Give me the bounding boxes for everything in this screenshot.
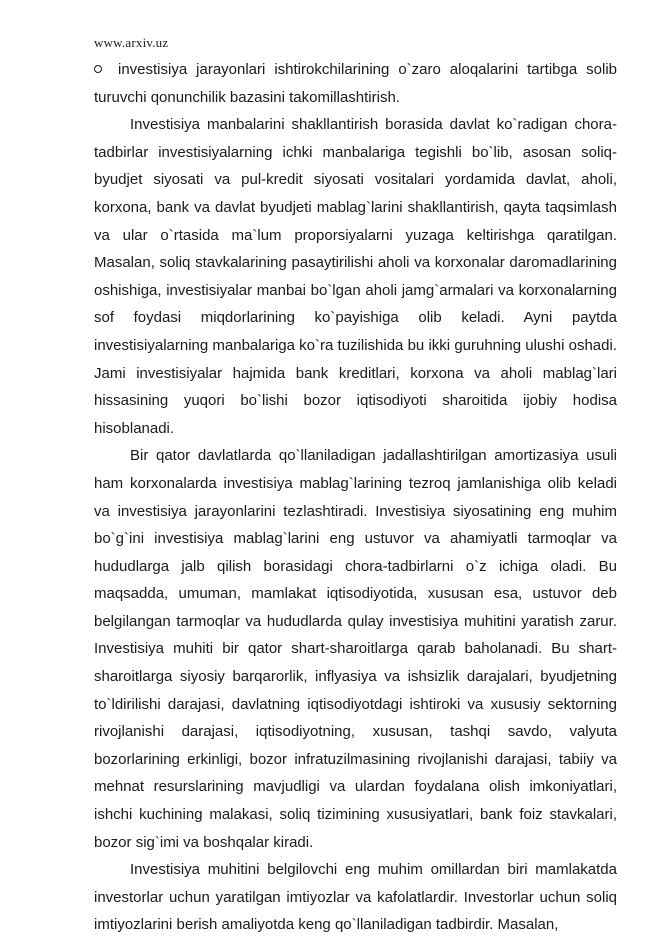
- paragraph-investor-incentives: Investisiya muhitini belgilovchi eng muhim omillardan biri mamlakatda investorlar uchun yaratilgan imtiyozlar va kafolatlardir. Investorlar uchun soliq imtiyozlarini berish amaliyotda keng qo`llaniladigan tadbirdir. Masalan,: [94, 861, 617, 934]
- site-url-header: www.arxiv.uz: [94, 35, 169, 50]
- circle-bullet-icon: [94, 65, 102, 73]
- paragraph-investment-sources: Investisiya manbalarini shakllantirish borasida davlat ko`radigan chora-tadbirlar investisiyalarning ichki manbalariga tegishli bo`lib, asosan soliq-byudjet siyosati va pul-kredit siyosati vositalari yordamida davlat, aholi, korxona, bank va davlat byudjeti mablag`larini shakllantirish, qayta taqsimlash va ular o`rtasida ma`lum proporsiyalarni yuzaga keltirishga qaratilgan. Masalan, soliq stavkalarining pasaytirilishi aholi va korxonalar daromadlarining oshishiga, investisiyalar manbai bo`lgan aholi jamg`armalari va korxonalarning sof foydasi miqdorlarining ko`payishiga olib keladi. Ayni paytda investisiyalarning manbalariga ko`ra tuzilishida bu ikki guruhning ulushi oshadi. Jami investisiyalar hajmida bank kreditlari, korxona va aholi mablag`lari hissasining yuqori bo`lishi bozor iqtisodiyoti sharoitida ijobiy hodisa hisoblanadi.: [94, 116, 617, 437]
- document-page: [94, 34, 617, 939]
- paragraph-amortization-policy: Bir qator davlatlarda qo`llaniladigan jadallashtirilgan amortizasiya usuli ham korxonalarda investisiya mablag`larining tezroq jamlanishiga olib keladi va investisiya jarayonlarini tezlashtiradi. Investisiya siyosatining eng muhim bo`g`ini investisiya mablag`larini eng ustuvor va ahamiyatli tarmoqlar va hududlarga jalb qilish borasidagi chora-tadbirlarni o`z ichiga oladi. Bu maqsadda, umuman, mamlakat iqtisodiyotida, xususan esa, ustuvor deb belgilangan tarmoqlar va hududlarda qulay investisiya muhitini yaratish zarur. Investisiya muhiti bir qator shart-sharoitlarga qarab baholanadi. Bu shart-sharoitlarga siyosiy barqarorlik, inflyasiya va ishsizlik darajalari, byudjetning to`ldirilishi darajasi, davlatning iqtisodiyotdagi ishtiroki va xususiy sektorning rivojlanishi darajasi, iqtisodiyotning, xususan, tashqi savdo, valyuta bozorlarining erkinligi, bozor infratuzilmasining rivojlanishi darajasi, tabiiy va mehnat resurslarining mavjudligi va ulardan foydalana olish imkoniyatlari, ishchi kuchining malakasi, soliq tizimining xususiyatlari, bank foiz stavkalari, bozor sig`imi va boshqalar kiradi.: [94, 447, 617, 851]
- bullet-item: [94, 56, 617, 111]
- bullet-item-text: investisiya jarayonlari ishtirokchilarining o`zaro aloqalarini tartibga solib turuvchi qonunchilik bazasini takomillashtirish.: [94, 61, 617, 106]
